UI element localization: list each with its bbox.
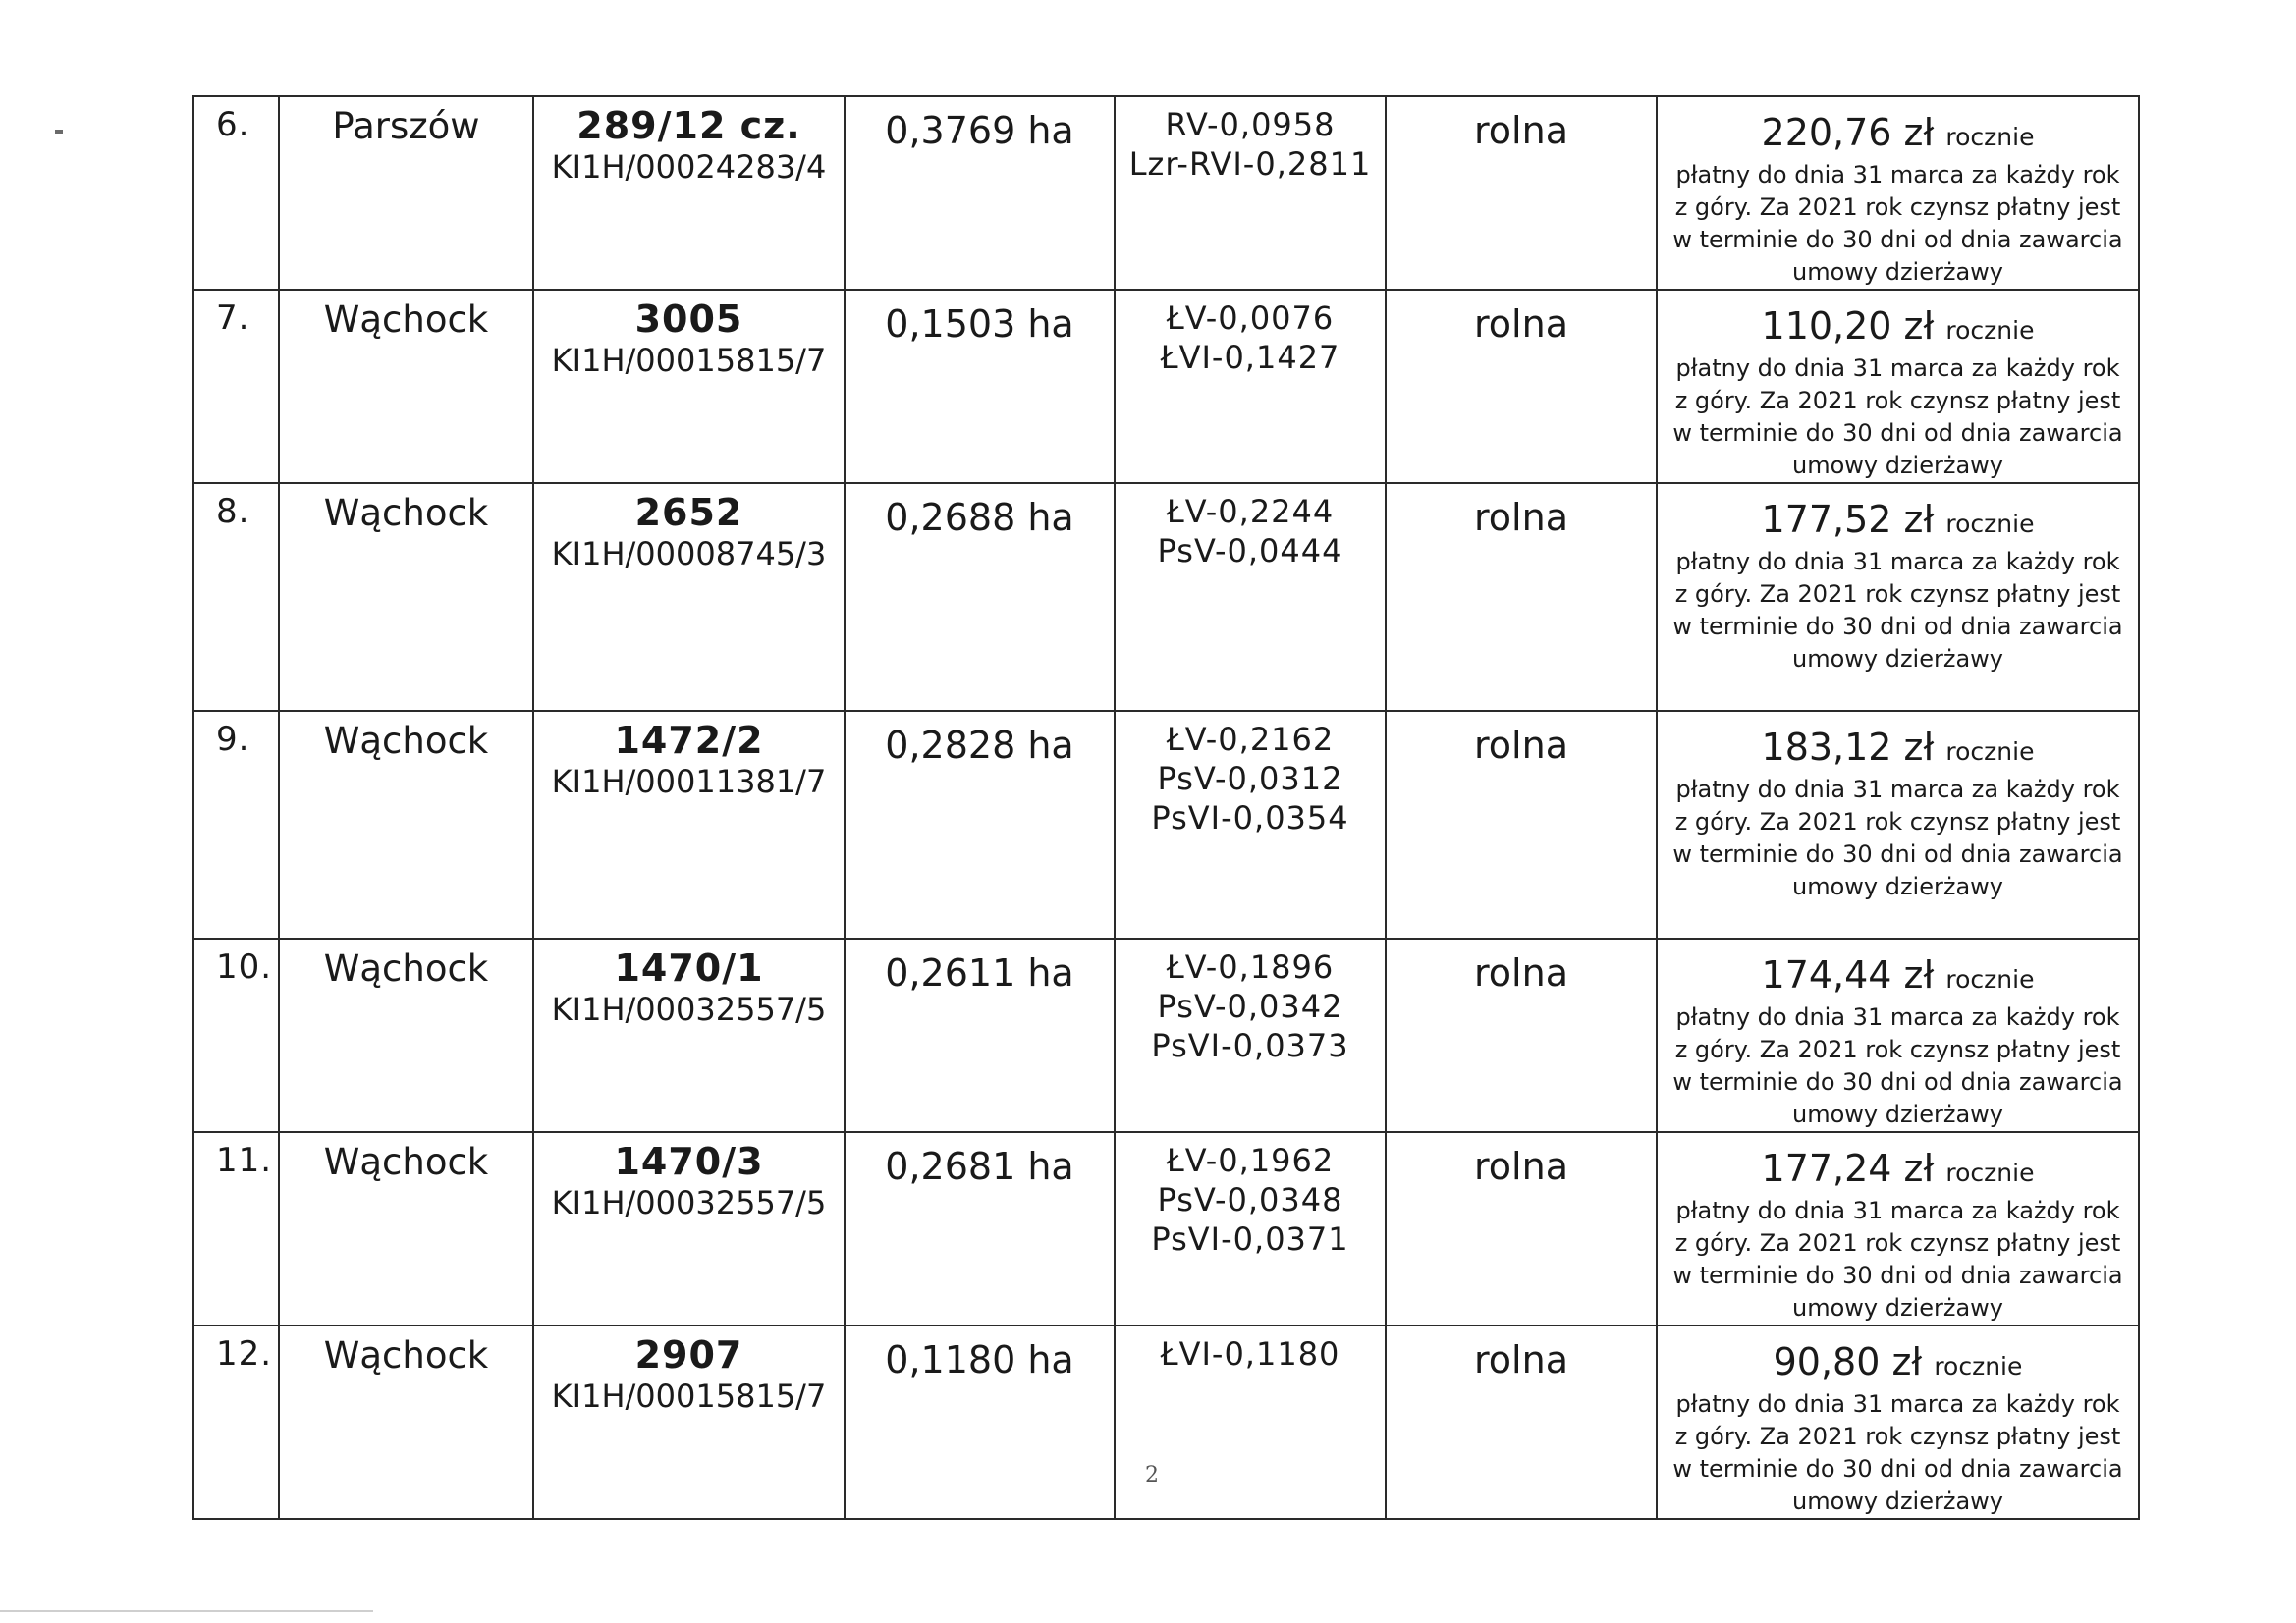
rent-terms-line: z góry. Za 2021 rok czynsz płatny jest bbox=[1674, 808, 2121, 836]
row-number: 10. bbox=[216, 947, 273, 987]
rent-terms-line: z góry. Za 2021 rok czynsz płatny jest bbox=[1674, 387, 2121, 414]
row-number-cell bbox=[193, 1325, 279, 1519]
soil-class-cell bbox=[1115, 96, 1386, 290]
land-use: rolna bbox=[1474, 1145, 1568, 1188]
area-cell bbox=[845, 711, 1115, 939]
row-number: 8. bbox=[216, 492, 250, 531]
rent-amount: 90,80 zł bbox=[1773, 1340, 1923, 1383]
place-cell bbox=[279, 1132, 533, 1325]
plot-number: 1470/1 bbox=[614, 947, 764, 990]
rent-cell bbox=[1657, 711, 2139, 939]
rent-terms-line: umowy dzierżawy bbox=[1791, 873, 2003, 900]
land-use: rolna bbox=[1474, 109, 1568, 152]
land-register-number: KI1H/00032557/5 bbox=[551, 991, 827, 1028]
row-number: 7. bbox=[216, 298, 250, 338]
land-use: rolna bbox=[1474, 951, 1568, 995]
soil-class-line: PsVI-0,0373 bbox=[1151, 1027, 1349, 1064]
soil-class-cell bbox=[1115, 483, 1386, 711]
rent-amount: 174,44 zł bbox=[1761, 953, 1935, 997]
plot-area: 0,2828 ha bbox=[885, 724, 1074, 767]
land-use: rolna bbox=[1474, 1338, 1568, 1381]
plot-area: 0,1503 ha bbox=[885, 302, 1074, 346]
land-register-number: KI1H/00015815/7 bbox=[551, 342, 827, 379]
place-cell bbox=[279, 96, 533, 290]
scan-edge-line bbox=[0, 1610, 373, 1612]
rent-period: rocznie bbox=[1945, 123, 2035, 151]
plot-number: 2652 bbox=[634, 491, 743, 534]
soil-class-cell bbox=[1115, 290, 1386, 483]
rent-terms-line: umowy dzierżawy bbox=[1791, 1101, 2003, 1128]
rent-amount: 177,52 zł bbox=[1761, 498, 1935, 541]
area-cell bbox=[845, 290, 1115, 483]
rent-terms-line: w terminie do 30 dni od dnia zawarcia bbox=[1672, 840, 2123, 868]
table-row bbox=[193, 1132, 2139, 1325]
place-name: Wąchock bbox=[323, 1334, 489, 1377]
row-number-cell bbox=[193, 483, 279, 711]
soil-class-line: ŁVI-0,1180 bbox=[1160, 1335, 1340, 1373]
plot-area: 0,1180 ha bbox=[885, 1338, 1074, 1381]
plot-cell bbox=[533, 1132, 845, 1325]
row-number-cell bbox=[193, 290, 279, 483]
soil-class-line: RV-0,0958 bbox=[1165, 106, 1336, 143]
rent-terms-line: w terminie do 30 dni od dnia zawarcia bbox=[1672, 1068, 2123, 1096]
land-register-number: KI1H/00011381/7 bbox=[551, 763, 827, 800]
rent-terms-line: płatny do dnia 31 marca za każdy rok bbox=[1675, 548, 2120, 575]
land-use-cell bbox=[1386, 1132, 1657, 1325]
land-use-cell bbox=[1386, 483, 1657, 711]
soil-class-line: PsVI-0,0371 bbox=[1151, 1220, 1349, 1258]
table-row bbox=[193, 711, 2139, 939]
rent-terms-line: w terminie do 30 dni od dnia zawarcia bbox=[1672, 419, 2123, 447]
table-row bbox=[193, 1325, 2139, 1519]
place-cell bbox=[279, 939, 533, 1132]
plot-number: 1470/3 bbox=[614, 1140, 764, 1183]
soil-class-cell bbox=[1115, 1132, 1386, 1325]
rent-amount: 177,24 zł bbox=[1761, 1147, 1935, 1190]
land-register-number: KI1H/00024283/4 bbox=[551, 148, 827, 186]
plot-cell bbox=[533, 939, 845, 1132]
soil-class-line: PsV-0,0342 bbox=[1157, 988, 1343, 1025]
land-register-number: KI1H/00032557/5 bbox=[551, 1184, 827, 1221]
place-name: Wąchock bbox=[323, 720, 489, 762]
table-row bbox=[193, 939, 2139, 1132]
rent-terms-line: płatny do dnia 31 marca za każdy rok bbox=[1675, 161, 2120, 189]
soil-class-line: PsV-0,0444 bbox=[1157, 532, 1343, 569]
plot-cell bbox=[533, 290, 845, 483]
land-use-cell bbox=[1386, 711, 1657, 939]
land-use-cell bbox=[1386, 939, 1657, 1132]
row-number: 11. bbox=[216, 1141, 273, 1180]
rent-period: rocznie bbox=[1945, 737, 2035, 766]
row-number-cell bbox=[193, 96, 279, 290]
rent-terms-line: umowy dzierżawy bbox=[1791, 1294, 2003, 1322]
rent-amount: 183,12 zł bbox=[1761, 726, 1935, 769]
table-row bbox=[193, 96, 2139, 290]
rent-period: rocznie bbox=[1934, 1352, 2023, 1380]
land-register-number: KI1H/00008745/3 bbox=[551, 535, 827, 572]
place-name: Wąchock bbox=[323, 947, 489, 990]
soil-class-line: ŁVI-0,1427 bbox=[1160, 339, 1340, 376]
soil-class-line: PsV-0,0312 bbox=[1157, 760, 1343, 797]
row-number: 12. bbox=[216, 1334, 273, 1374]
plot-cell bbox=[533, 96, 845, 290]
rent-cell bbox=[1657, 1325, 2139, 1519]
area-cell bbox=[845, 939, 1115, 1132]
plot-cell bbox=[533, 711, 845, 939]
land-use-cell bbox=[1386, 1325, 1657, 1519]
rent-cell bbox=[1657, 939, 2139, 1132]
plot-cell bbox=[533, 1325, 845, 1519]
soil-class-line: Lzr-RVI-0,2811 bbox=[1128, 145, 1372, 183]
land-use-cell bbox=[1386, 290, 1657, 483]
soil-class-line: PsVI-0,0354 bbox=[1151, 799, 1349, 837]
rent-period: rocznie bbox=[1945, 510, 2035, 538]
rent-terms-line: płatny do dnia 31 marca za każdy rok bbox=[1675, 1390, 2120, 1418]
row-number-cell bbox=[193, 939, 279, 1132]
page-number: 2 bbox=[1145, 1463, 1159, 1488]
plot-number: 2907 bbox=[634, 1333, 743, 1377]
rent-cell bbox=[1657, 1132, 2139, 1325]
place-name: Wąchock bbox=[323, 492, 489, 534]
rent-terms-line: umowy dzierżawy bbox=[1791, 1488, 2003, 1515]
rent-terms-line: płatny do dnia 31 marca za każdy rok bbox=[1675, 776, 2120, 803]
land-lease-table bbox=[192, 95, 2140, 1520]
rent-period: rocznie bbox=[1945, 965, 2035, 994]
scan-mark bbox=[55, 130, 63, 134]
soil-class-cell bbox=[1115, 939, 1386, 1132]
soil-class-line: ŁV-0,2162 bbox=[1166, 721, 1335, 758]
plot-area: 0,2681 ha bbox=[885, 1145, 1074, 1188]
rent-terms-line: z góry. Za 2021 rok czynsz płatny jest bbox=[1674, 580, 2121, 608]
area-cell bbox=[845, 483, 1115, 711]
area-cell bbox=[845, 1132, 1115, 1325]
plot-area: 0,2611 ha bbox=[885, 951, 1074, 995]
rent-terms-line: umowy dzierżawy bbox=[1791, 258, 2003, 286]
plot-number: 289/12 cz. bbox=[576, 104, 801, 147]
row-number: 9. bbox=[216, 720, 250, 759]
soil-class-line: ŁV-0,2244 bbox=[1166, 493, 1335, 530]
soil-class-line: ŁV-0,0076 bbox=[1166, 299, 1335, 337]
rent-period: rocznie bbox=[1945, 316, 2035, 345]
soil-class-line: ŁV-0,1896 bbox=[1166, 948, 1335, 986]
rent-cell bbox=[1657, 96, 2139, 290]
rent-terms-line: z góry. Za 2021 rok czynsz płatny jest bbox=[1674, 1229, 2121, 1257]
land-use: rolna bbox=[1474, 302, 1568, 346]
row-number: 6. bbox=[216, 105, 250, 144]
plot-cell bbox=[533, 483, 845, 711]
rent-cell bbox=[1657, 483, 2139, 711]
soil-class-cell bbox=[1115, 1325, 1386, 1519]
rent-terms-line: płatny do dnia 31 marca za każdy rok bbox=[1675, 1003, 2120, 1031]
rent-terms-line: płatny do dnia 31 marca za każdy rok bbox=[1675, 354, 2120, 382]
land-register-number: KI1H/00015815/7 bbox=[551, 1378, 827, 1415]
plot-area: 0,3769 ha bbox=[885, 109, 1074, 152]
rent-cell bbox=[1657, 290, 2139, 483]
place-name: Parszów bbox=[332, 105, 480, 147]
rent-terms-line: w terminie do 30 dni od dnia zawarcia bbox=[1672, 1262, 2123, 1289]
rent-terms-line: z góry. Za 2021 rok czynsz płatny jest bbox=[1674, 1036, 2121, 1063]
rent-terms-line: w terminie do 30 dni od dnia zawarcia bbox=[1672, 226, 2123, 253]
rent-terms-line: z góry. Za 2021 rok czynsz płatny jest bbox=[1674, 1423, 2121, 1450]
area-cell bbox=[845, 96, 1115, 290]
place-cell bbox=[279, 290, 533, 483]
soil-class-cell bbox=[1115, 711, 1386, 939]
place-cell bbox=[279, 1325, 533, 1519]
soil-class-line: PsV-0,0348 bbox=[1157, 1181, 1343, 1218]
land-use: rolna bbox=[1474, 496, 1568, 539]
rent-terms-line: w terminie do 30 dni od dnia zawarcia bbox=[1672, 1455, 2123, 1483]
place-cell bbox=[279, 483, 533, 711]
rent-amount: 220,76 zł bbox=[1761, 111, 1935, 154]
land-use-cell bbox=[1386, 96, 1657, 290]
row-number-cell bbox=[193, 711, 279, 939]
rent-terms-line: płatny do dnia 31 marca za każdy rok bbox=[1675, 1197, 2120, 1224]
place-name: Wąchock bbox=[323, 298, 489, 341]
table-row bbox=[193, 290, 2139, 483]
plot-number: 3005 bbox=[634, 298, 743, 341]
rent-terms-line: w terminie do 30 dni od dnia zawarcia bbox=[1672, 613, 2123, 640]
plot-area: 0,2688 ha bbox=[885, 496, 1074, 539]
soil-class-line: ŁV-0,1962 bbox=[1166, 1142, 1335, 1179]
place-name: Wąchock bbox=[323, 1141, 489, 1183]
row-number-cell bbox=[193, 1132, 279, 1325]
place-cell bbox=[279, 711, 533, 939]
rent-period: rocznie bbox=[1945, 1159, 2035, 1187]
table-row bbox=[193, 483, 2139, 711]
rent-terms-line: umowy dzierżawy bbox=[1791, 645, 2003, 673]
rent-terms-line: umowy dzierżawy bbox=[1791, 452, 2003, 479]
land-use: rolna bbox=[1474, 724, 1568, 767]
rent-terms-line: z góry. Za 2021 rok czynsz płatny jest bbox=[1674, 193, 2121, 221]
area-cell bbox=[845, 1325, 1115, 1519]
plot-number: 1472/2 bbox=[614, 719, 764, 762]
rent-amount: 110,20 zł bbox=[1761, 304, 1935, 348]
